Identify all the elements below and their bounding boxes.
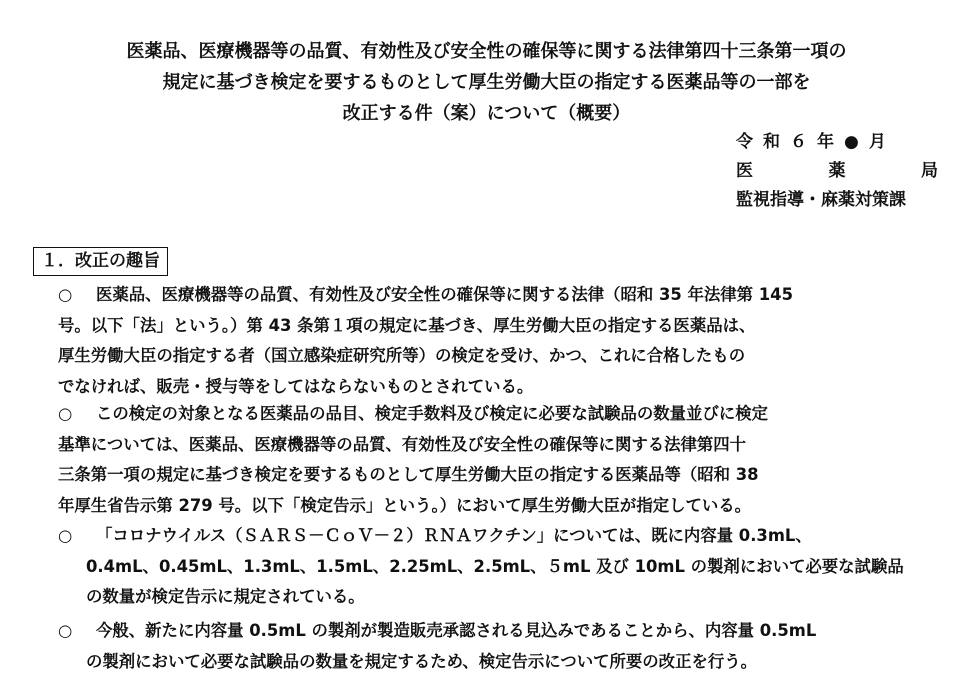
title-line-1: 医薬品、医療機器等の品質、有効性及び安全性の確保等に関する法律第四十三条第一項の xyxy=(126,41,847,62)
bureau-char: 薬 xyxy=(828,161,846,181)
title-line-3: 改正する件（案）について（概要） xyxy=(342,103,631,124)
paragraph-2 xyxy=(58,399,953,521)
bureau-char: 医 xyxy=(736,161,753,181)
paragraph-4 xyxy=(58,616,953,677)
paragraph-line xyxy=(58,521,953,552)
division-name: 監視指導・麻薬対策課 xyxy=(736,190,906,210)
bureau-name xyxy=(736,157,938,186)
bullet-circle: ○ xyxy=(58,404,73,423)
paragraph-line: 号。以下「法」という。）第 43 条第１項の規定に基づき、厚生労働大臣の指定する医薬品は、 xyxy=(58,315,756,335)
paragraph-line: 三条第一項の規定に基づき検定を要するものとして厚生労働大臣の指定する医薬品等（昭和 38 xyxy=(58,465,759,484)
paragraph-3 xyxy=(58,521,953,613)
paragraph-line: 年厚生省告示第 279 号。以下「検定告示」という。）において厚生労働大臣が指定している。 xyxy=(58,495,752,515)
line-text: 今般、新たに内容量 0.5mL の製剤が製造販売承認される見込みであることから、内容量 0.5mL xyxy=(96,621,817,640)
paragraph-line: 0.4mL、0.45mL、1.3mL、1.5mL、2.25mL、2.5mL、５mL 及び 10mL の製剤において必要な試験品 xyxy=(86,556,904,576)
title-line-2: 規定に基づき検定を要するものとして厚生労働大臣の指定する医薬品等の一部を xyxy=(162,72,811,93)
paragraph-1 xyxy=(58,280,953,402)
paragraph-line xyxy=(58,280,953,311)
bullet-circle: ○ xyxy=(58,526,73,545)
bureau-char: 局 xyxy=(921,161,938,181)
document-title xyxy=(0,36,973,129)
paragraph-line xyxy=(58,399,953,430)
paragraph-line: の製剤において必要な試験品の数量を規定するため、検定告示について所要の改正を行う。 xyxy=(86,651,758,671)
paragraph-line xyxy=(58,616,953,647)
issue-date: 令和６年●月 xyxy=(736,132,896,152)
line-text: 「コロナウイルス（ＳＡＲＳ－ＣｏＶ－２）ＲＮＡワクチン」については、既に内容量 0.3mL、 xyxy=(96,526,812,545)
line-text: この検定の対象となる医薬品の品目、検定手数料及び検定に必要な試験品の数量並びに検定 xyxy=(96,404,769,423)
paragraph-line: でなければ、販売・授与等をしてはならないものとされている。 xyxy=(58,376,534,396)
paragraph-line: 厚生労働大臣の指定する者（国立感染症研究所等）の検定を受け、かつ、これに合格したもの xyxy=(58,346,746,365)
bullet-circle: ○ xyxy=(58,285,73,304)
line-text: 医薬品、医療機器等の品質、有効性及び安全性の確保等に関する法律（昭和 35 年法律第 145 xyxy=(96,285,793,304)
paragraph-line: 基準については、医薬品、医療機器等の品質、有効性及び安全性の確保等に関する法律第四十 xyxy=(58,434,747,454)
issuer-block xyxy=(736,128,938,215)
paragraph-line: の数量が検定告示に規定されている。 xyxy=(86,587,365,606)
section-heading: １．改正の趣旨 xyxy=(33,247,168,276)
bullet-circle: ○ xyxy=(58,621,73,640)
